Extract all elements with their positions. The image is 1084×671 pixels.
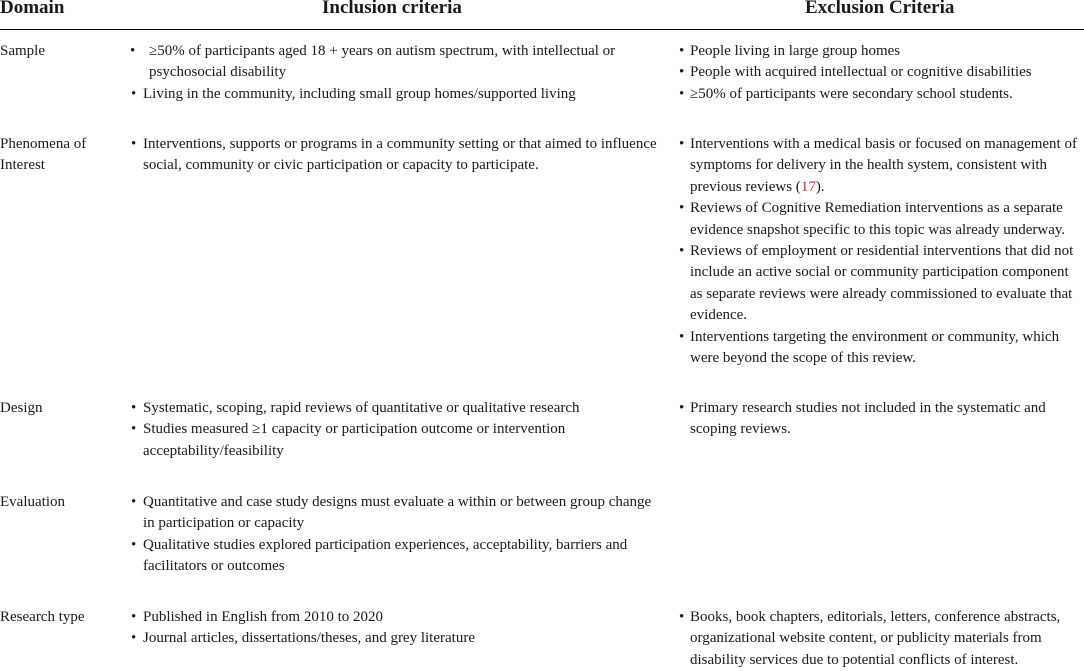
list-item: • Reviews of Cognitive Remediation interventions as a separate evidence snapshot specific to this topic was already underway. — [679, 200, 1066, 238]
list-item: • People living in large group homes — [679, 43, 901, 59]
citation-link[interactable]: 17 — [800, 178, 816, 195]
exclusion-phenomena — [676, 134, 1084, 369]
domain-research-type: Research type — [0, 609, 85, 625]
exclusion-sample — [676, 41, 1084, 105]
list-item: • Qualitative studies explored participation experiences, acceptability, barriers and facilitators or outcomes — [131, 536, 628, 575]
exclusion-research-type — [676, 607, 1084, 671]
inclusion-design — [128, 398, 664, 462]
domain-design: Design — [0, 400, 43, 416]
list-item: • ≥50% of participants were secondary school students. — [679, 85, 1013, 102]
list-item: • Published in English from 2010 to 2020 — [131, 609, 383, 625]
inclusion-evaluation — [128, 492, 664, 578]
list-item: • Studies measured ≥1 capacity or participation outcome or intervention acceptability/feasibility — [131, 421, 566, 459]
list-item: • Interventions with a medical basis or focused on management of symptoms for delivery in the health system, consistent with previous reviews (17). — [679, 136, 1077, 195]
list-item: • Reviews of employment or residential interventions that did not include an active social or community participation component as separate reviews were already commissioned to evaluate that evidence. — [679, 243, 1074, 324]
list-item: • Systematic, scoping, rapid reviews of quantitative or qualitative research — [131, 400, 580, 416]
header-domain: Domain — [0, 0, 65, 18]
list-item: • Primary research studies not included in the systematic and scoping reviews. — [679, 400, 1046, 438]
header-inclusion: Inclusion criteria — [322, 0, 462, 18]
list-item: • Journal articles, dissertations/theses, and grey literature — [131, 630, 475, 647]
list-item: • Books, book chapters, editorials, letters, conference abstracts, organizational website content, or publicity materials from disability services due to potential conflicts of interest. — [679, 609, 1061, 668]
inclusion-phenomena — [128, 134, 664, 177]
inclusion-research-type — [128, 607, 664, 650]
header-rule — [0, 29, 1084, 30]
list-item: • People with acquired intellectual or cognitive disabilities — [679, 64, 1032, 81]
domain-sample: Sample — [0, 43, 45, 59]
list-item: • Quantitative and case study designs must evaluate a within or between group change in participation or capacity — [131, 494, 652, 532]
list-item: • Living in the community, including small group homes/supported living — [131, 85, 576, 102]
list-item: • Interventions targeting the environment or community, which were beyond the scope of this review. — [679, 328, 1060, 367]
domain-evaluation: Evaluation — [0, 494, 65, 510]
list-item: • ≥50% of participants aged 18 + years on autism spectrum, with intellectual or psychosocial disability — [130, 43, 616, 81]
list-item: • Interventions, supports or programs in a community setting or that aimed to influence social, community or civic participation or capacity to participate. — [131, 136, 657, 174]
domain-phenomena: Phenomena of Interest — [0, 136, 87, 174]
exclusion-design — [676, 398, 1084, 441]
header-exclusion: Exclusion Criteria — [805, 0, 955, 18]
inclusion-sample — [128, 41, 664, 105]
